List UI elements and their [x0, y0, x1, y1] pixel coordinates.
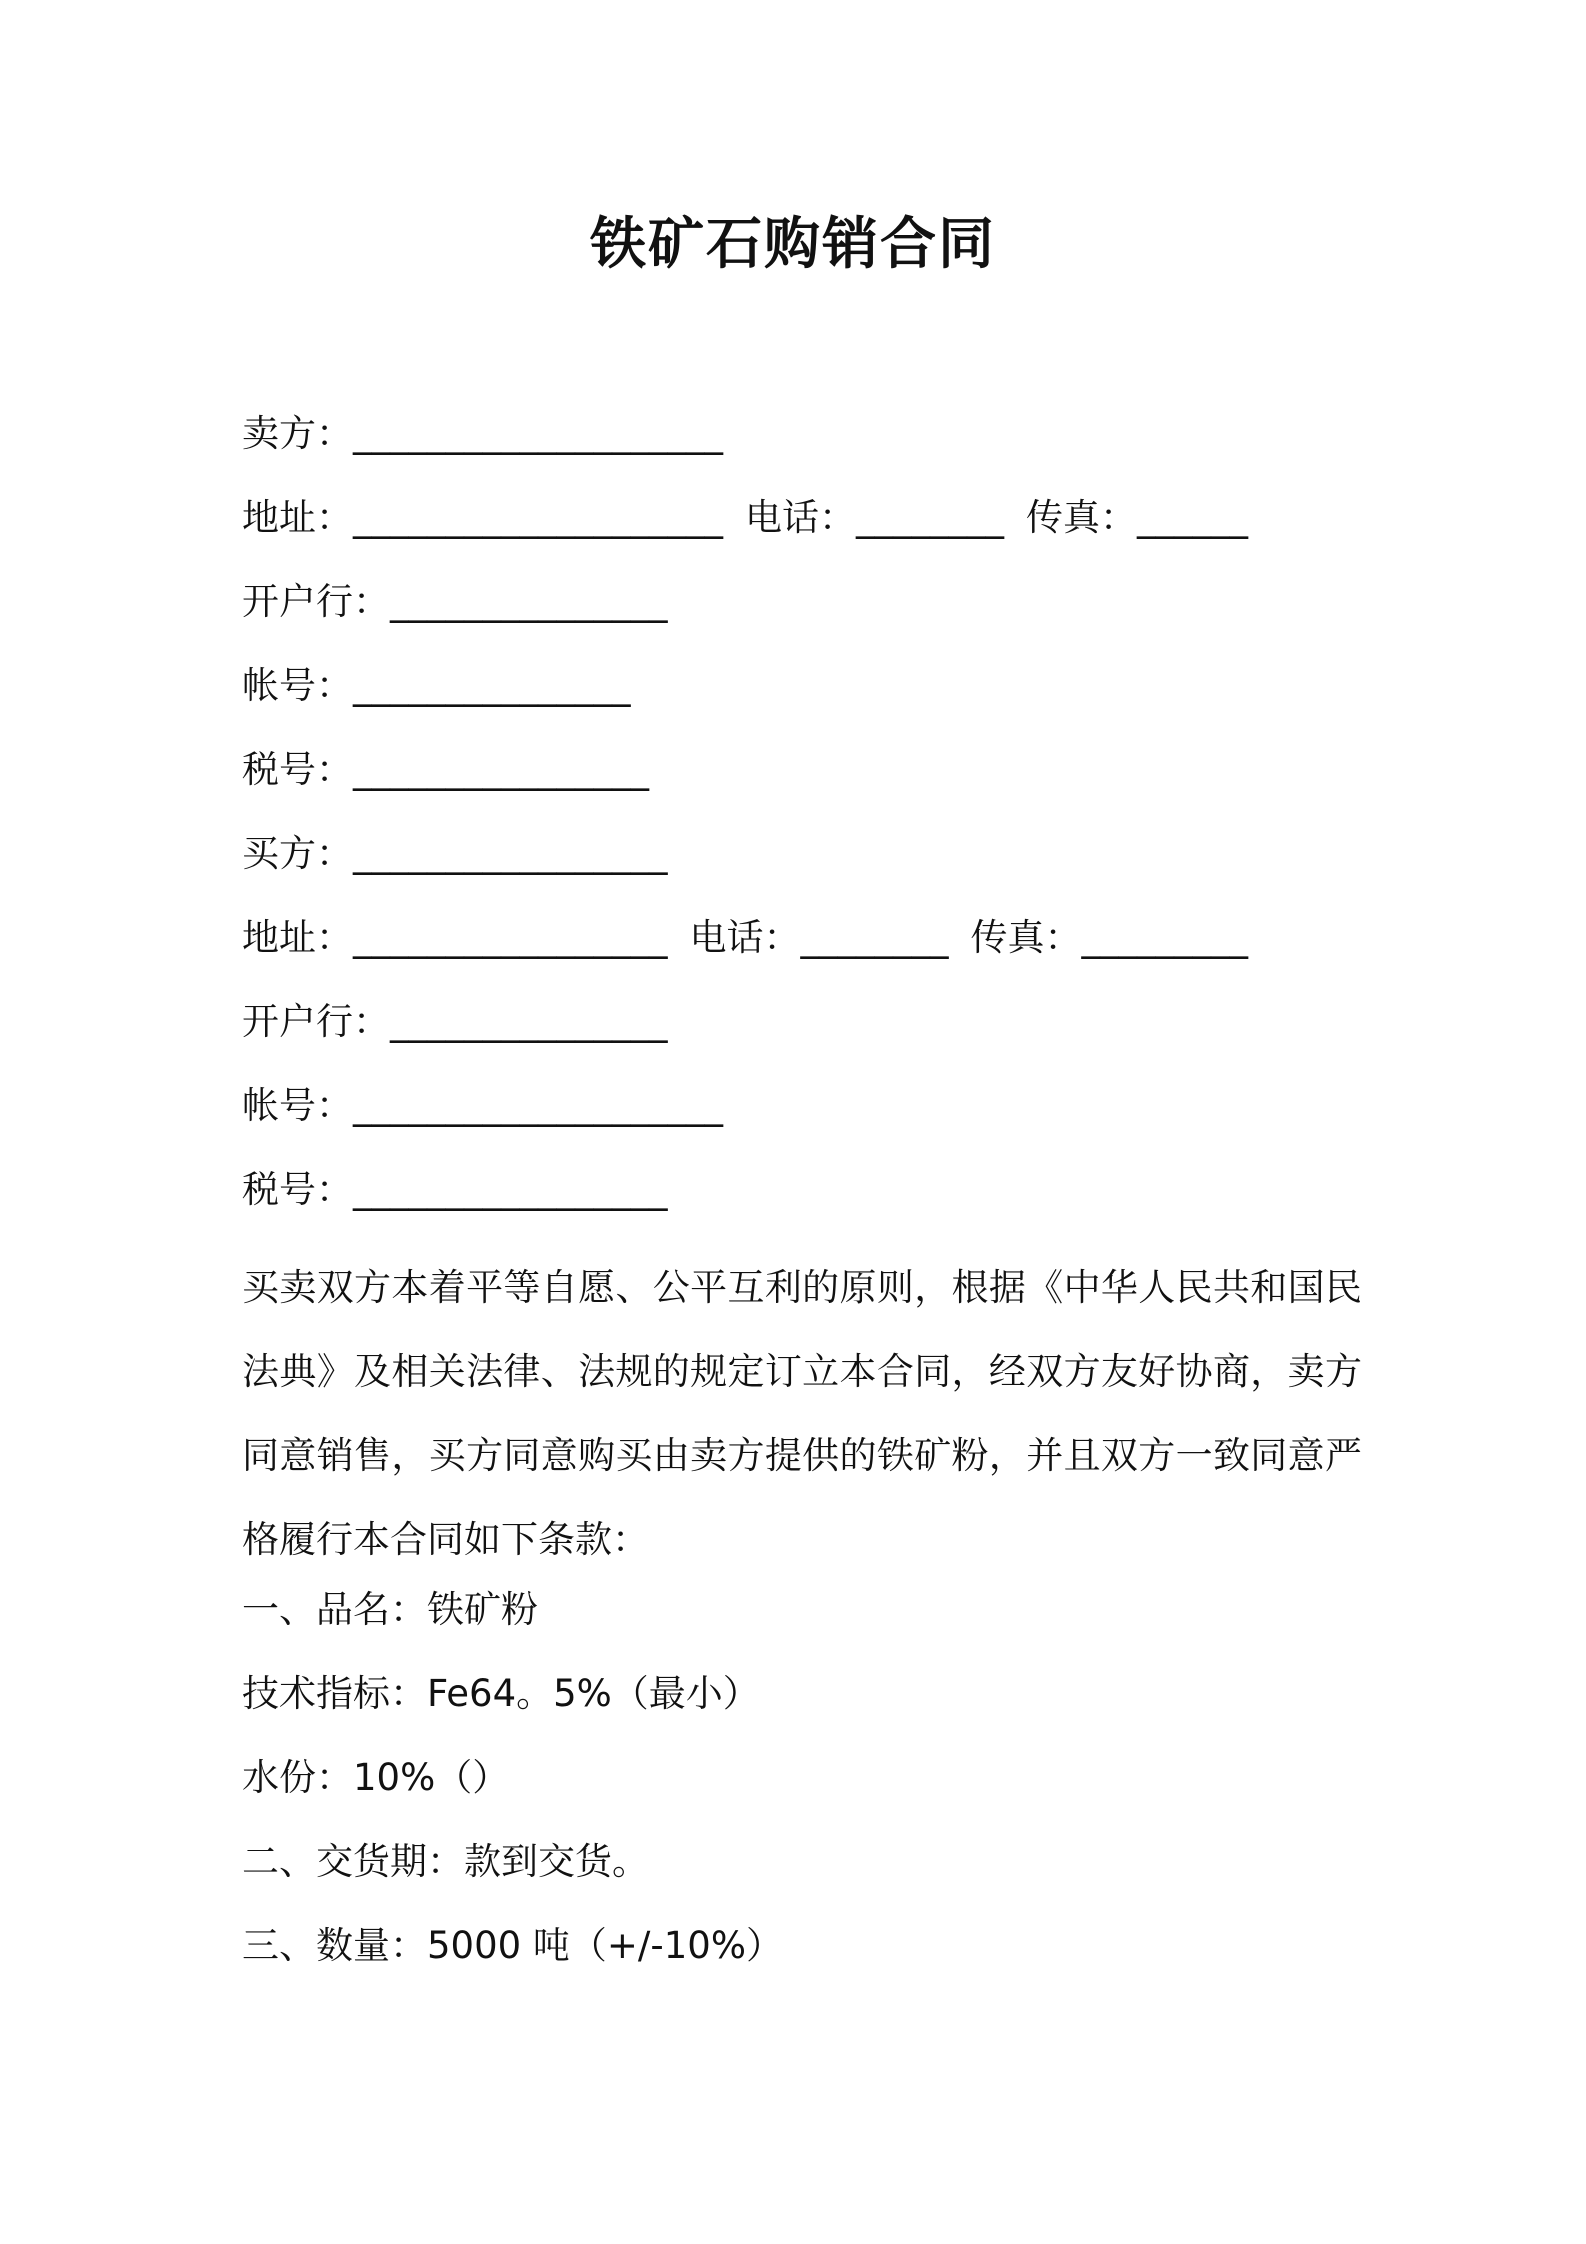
seller-account-blank: _______________ — [353, 664, 631, 707]
seller-bank-blank: _______________ — [390, 580, 668, 623]
clause-item: 二、交货期：款到交货。 — [242, 1840, 649, 1883]
clause-item: 一、品名：铁矿粉 — [242, 1588, 538, 1631]
buyer-address-blank: _________________ — [353, 916, 668, 959]
contract-preamble: 买卖双方本着平等自愿、公平互利的原则，根据《中华人民共和国民法典》及相关法律、法规的规定订立本合同，经双方友好协商，卖方同意销售，买方同意购买由卖方提供的铁矿粉，并且双方一致同意严格履行本合同如下条款： — [242, 1266, 1362, 1561]
buyer-account-row — [242, 1076, 723, 1136]
buyer-phone-blank: ________ — [800, 916, 949, 959]
seller-bank-row — [242, 572, 668, 632]
buyer-fax-label: 传真： — [970, 916, 1082, 959]
buyer-tax-label: 税号： — [242, 1168, 353, 1211]
seller-contact-row — [242, 488, 1248, 548]
buyer-bank-label: 开户行： — [242, 1000, 390, 1043]
buyer-account-blank: ____________________ — [353, 1084, 723, 1127]
seller-tax-blank: ________________ — [353, 748, 649, 791]
seller-party-blank: ____________________ — [353, 412, 723, 455]
seller-phone-label: 电话： — [745, 496, 856, 539]
buyer-contact-row — [242, 908, 1248, 968]
buyer-account-label: 帐号： — [242, 1084, 353, 1127]
document-title: 铁矿石购销合同 — [590, 212, 996, 277]
buyer-fax-blank: _________ — [1081, 916, 1248, 959]
seller-account-row — [242, 656, 631, 716]
buyer-party-label: 买方： — [242, 832, 353, 875]
seller-party-row — [242, 404, 723, 464]
seller-account-label: 帐号： — [242, 664, 353, 707]
seller-phone-blank: ________ — [856, 496, 1004, 539]
clause-item: 水份：10%（） — [242, 1756, 510, 1799]
buyer-tax-blank: _________________ — [353, 1168, 668, 1211]
seller-tax-row — [242, 740, 649, 800]
buyer-party-blank: _________________ — [353, 832, 668, 875]
buyer-tax-row — [242, 1160, 668, 1220]
buyer-address-label: 地址： — [242, 916, 353, 959]
seller-fax-blank: ______ — [1137, 496, 1248, 539]
buyer-bank-blank: _______________ — [390, 1000, 668, 1043]
buyer-party-row — [242, 824, 668, 884]
clause-item: 技术指标：Fe64。5%（最小） — [242, 1672, 760, 1715]
seller-address-blank: ____________________ — [353, 496, 723, 539]
clause-item: 三、数量：5000 吨（+/-10%） — [242, 1924, 783, 1967]
buyer-phone-label: 电话： — [689, 916, 801, 959]
seller-party-label: 卖方： — [242, 412, 353, 455]
buyer-bank-row — [242, 992, 668, 1052]
seller-bank-label: 开户行： — [242, 580, 390, 623]
seller-fax-label: 传真： — [1026, 496, 1137, 539]
seller-tax-label: 税号： — [242, 748, 353, 791]
seller-address-label: 地址： — [242, 496, 353, 539]
